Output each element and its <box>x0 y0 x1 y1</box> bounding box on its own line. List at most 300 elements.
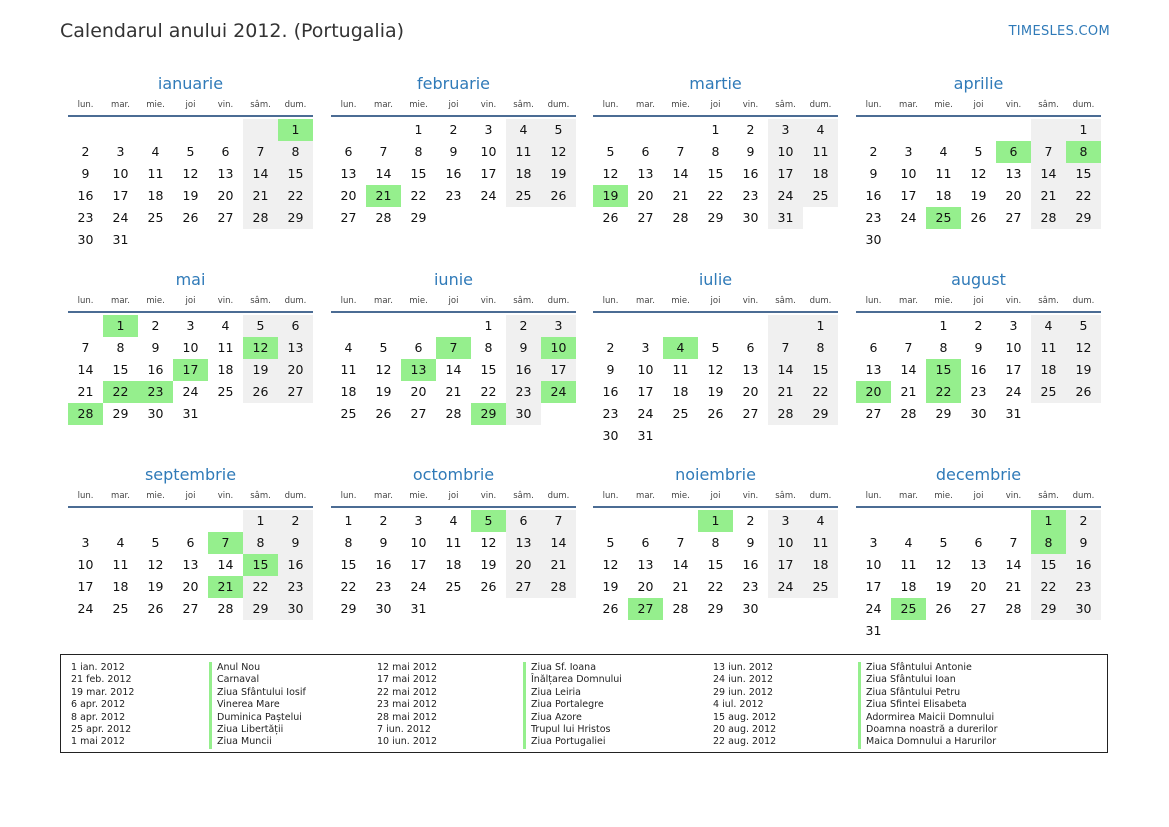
holiday-name: Ziua Sfântului Antonie <box>858 662 997 674</box>
day-cell: 17 <box>637 384 654 399</box>
day-cell: 17 <box>768 554 803 576</box>
day-cell: 9 <box>278 532 313 554</box>
empty-day-cell <box>628 119 663 141</box>
weekday-label: dum. <box>809 296 832 306</box>
day-cell: 22 <box>707 579 724 594</box>
weekday-label: dum. <box>547 296 570 306</box>
day-cell: 20 <box>637 579 654 594</box>
day-cell: 1 <box>711 122 720 137</box>
day-cell: 1 <box>414 122 423 137</box>
day-cell: 21 <box>445 384 462 399</box>
day-cell: 5 <box>606 535 615 550</box>
weekday-header <box>331 97 576 113</box>
day-cell: 17 <box>865 579 882 594</box>
empty-day-cell <box>628 315 663 337</box>
day-cell: 30 <box>375 601 392 616</box>
empty-day-cell <box>891 510 926 532</box>
day-cell: 26 <box>375 406 392 421</box>
day-cell: 17 <box>541 359 576 381</box>
empty-day-cell <box>243 403 278 425</box>
day-cell: 14 <box>672 557 689 572</box>
empty-day-cell <box>471 207 506 229</box>
holiday-day-cell: 12 <box>243 337 278 359</box>
weekday-header <box>68 97 313 113</box>
weekday-header <box>856 488 1101 504</box>
month-iunie <box>331 269 576 425</box>
holiday-date: 22 aug. 2012 <box>713 736 777 748</box>
day-cell: 18 <box>445 557 462 572</box>
day-cell: 11 <box>672 362 689 377</box>
day-cell: 24 <box>112 210 129 225</box>
day-cell: 1 <box>484 318 493 333</box>
day-cell: 31 <box>865 623 882 638</box>
day-cell: 3 <box>768 510 803 532</box>
day-cell: 29 <box>803 403 838 425</box>
empty-day-cell <box>891 315 926 337</box>
day-cell: 21 <box>768 381 803 403</box>
day-cell: 7 <box>1031 141 1066 163</box>
day-cell: 28 <box>1031 207 1066 229</box>
holiday-date: 10 iun. 2012 <box>377 736 438 748</box>
day-cell: 3 <box>768 119 803 141</box>
month-name: decembrie <box>935 465 1022 484</box>
day-cell: 14 <box>217 557 234 572</box>
day-cell: 11 <box>900 557 917 572</box>
weekday-label: vin. <box>480 491 497 501</box>
holiday-name-column <box>209 662 306 749</box>
day-cell: 17 <box>768 163 803 185</box>
weekday-label: mar. <box>899 491 918 501</box>
month-name: octombrie <box>412 465 495 484</box>
weekday-label: lun. <box>602 100 619 110</box>
day-cell: 21 <box>541 554 576 576</box>
weekday-label: mar. <box>111 491 130 501</box>
day-cell: 25 <box>445 579 462 594</box>
day-cell: 15 <box>410 166 427 181</box>
day-cell: 8 <box>116 340 125 355</box>
weekday-label: mar. <box>636 296 655 306</box>
day-cell: 16 <box>445 166 462 181</box>
weekday-label: joi <box>710 100 721 110</box>
weekday-label: vin. <box>742 100 759 110</box>
weekday-label: mie. <box>671 491 690 501</box>
holiday-date: 6 apr. 2012 <box>71 699 126 711</box>
weekday-label: dum. <box>1072 491 1095 501</box>
weekday-label: sâm. <box>775 100 796 110</box>
day-cell: 30 <box>742 210 759 225</box>
day-cell: 23 <box>506 381 541 403</box>
day-cell: 15 <box>278 163 313 185</box>
holiday-date: 25 apr. 2012 <box>71 724 132 736</box>
empty-day-cell <box>926 510 961 532</box>
empty-day-cell <box>541 598 576 620</box>
weekday-label: mie. <box>409 491 428 501</box>
day-cell: 12 <box>602 557 619 572</box>
holiday-day-cell: 21 <box>366 185 401 207</box>
day-cell: 30 <box>278 598 313 620</box>
day-cell: 12 <box>541 141 576 163</box>
holiday-date: 29 iun. 2012 <box>713 686 774 698</box>
weekday-header <box>68 293 313 309</box>
day-cell: 25 <box>803 576 838 598</box>
day-cell: 27 <box>637 210 654 225</box>
day-cell: 17 <box>112 188 129 203</box>
empty-day-cell <box>698 315 733 337</box>
month-name: februarie <box>416 74 491 93</box>
day-cell: 12 <box>480 535 497 550</box>
weekday-label: dum. <box>1072 296 1095 306</box>
day-cell: 22 <box>803 381 838 403</box>
weekday-label: sâm. <box>1038 100 1059 110</box>
header-rule <box>68 506 313 508</box>
empty-day-cell <box>541 207 576 229</box>
weekday-label: mar. <box>111 296 130 306</box>
day-cell: 29 <box>1031 598 1066 620</box>
day-cell: 6 <box>506 510 541 532</box>
day-cell: 20 <box>217 188 234 203</box>
weekday-label: sâm. <box>775 296 796 306</box>
holiday-name: Ziua Portugaliei <box>523 736 622 748</box>
site-link[interactable]: TIMESLES.COM <box>1008 24 1110 39</box>
holiday-name: Ziua Sfântului Ioan <box>858 674 997 686</box>
day-cell: 1 <box>1066 119 1101 141</box>
holiday-day-cell: 8 <box>1066 141 1101 163</box>
empty-day-cell <box>891 620 926 642</box>
day-cell: 17 <box>1005 362 1022 377</box>
day-cell: 29 <box>935 406 952 421</box>
day-cell: 30 <box>602 428 619 443</box>
empty-day-cell <box>138 229 173 251</box>
empty-day-cell <box>401 315 436 337</box>
day-cell: 12 <box>147 557 164 572</box>
day-cell: 15 <box>1066 163 1101 185</box>
holiday-day-cell: 19 <box>593 185 628 207</box>
holiday-date: 1 ian. 2012 <box>71 662 125 673</box>
empty-day-cell <box>471 598 506 620</box>
day-cell: 30 <box>147 406 164 421</box>
weekday-label: lun. <box>77 296 94 306</box>
holiday-name: Adormirea Maicii Domnului <box>858 712 997 724</box>
day-cell: 22 <box>480 384 497 399</box>
day-cell: 4 <box>506 119 541 141</box>
day-cell: 7 <box>676 144 685 159</box>
day-cell: 23 <box>278 576 313 598</box>
holiday-day-cell: 1 <box>103 315 138 337</box>
day-cell: 19 <box>970 188 987 203</box>
holiday-day-cell: 28 <box>68 403 103 425</box>
day-cell: 18 <box>900 579 917 594</box>
day-cell: 12 <box>707 362 724 377</box>
day-cell: 31 <box>768 207 803 229</box>
weekday-label: mar. <box>111 100 130 110</box>
empty-day-cell <box>961 510 996 532</box>
empty-day-cell <box>68 315 103 337</box>
weekday-label: lun. <box>865 100 882 110</box>
empty-day-cell <box>926 119 961 141</box>
day-cell: 11 <box>147 166 164 181</box>
day-cell: 28 <box>672 210 689 225</box>
day-cell: 5 <box>186 144 195 159</box>
day-cell: 23 <box>742 188 759 203</box>
holiday-name: Ziua Azore <box>523 712 622 724</box>
day-cell: 7 <box>243 141 278 163</box>
day-cell: 18 <box>803 163 838 185</box>
holiday-name: Ziua Portalegre <box>523 699 622 711</box>
day-cell: 27 <box>217 210 234 225</box>
day-cell: 25 <box>672 406 689 421</box>
day-cell: 9 <box>449 144 458 159</box>
day-cell: 18 <box>147 188 164 203</box>
day-cell: 3 <box>1009 318 1018 333</box>
holiday-day-cell: 8 <box>1031 532 1066 554</box>
month-name: aprilie <box>953 74 1004 93</box>
empty-day-cell <box>278 229 313 251</box>
weekday-label: sâm. <box>513 491 534 501</box>
empty-day-cell <box>803 207 838 229</box>
holiday-date: 28 mai 2012 <box>377 711 438 723</box>
day-cell: 26 <box>541 185 576 207</box>
day-cell: 7 <box>81 340 90 355</box>
weekday-label: sâm. <box>250 100 271 110</box>
weekday-label: joi <box>185 491 196 501</box>
day-cell: 14 <box>375 166 392 181</box>
month-noiembrie <box>593 464 838 620</box>
weekday-header <box>856 97 1101 113</box>
day-grid <box>68 119 313 251</box>
empty-day-cell <box>243 229 278 251</box>
day-cell: 3 <box>904 144 913 159</box>
holiday-date-column <box>713 662 776 749</box>
day-cell: 16 <box>278 554 313 576</box>
header-rule <box>856 506 1101 508</box>
day-cell: 3 <box>81 535 90 550</box>
day-cell: 9 <box>606 362 615 377</box>
holiday-date: 15 aug. 2012 <box>713 711 777 723</box>
holiday-day-cell: 17 <box>173 359 208 381</box>
day-cell: 26 <box>707 406 724 421</box>
day-cell: 10 <box>480 144 497 159</box>
day-cell: 11 <box>1031 337 1066 359</box>
day-cell: 10 <box>865 557 882 572</box>
day-cell: 23 <box>77 210 94 225</box>
empty-day-cell <box>856 510 891 532</box>
day-cell: 26 <box>243 381 278 403</box>
holiday-day-cell: 27 <box>628 598 663 620</box>
day-cell: 12 <box>602 166 619 181</box>
empty-day-cell <box>961 229 996 251</box>
day-cell: 2 <box>746 513 755 528</box>
day-grid <box>331 119 576 229</box>
day-cell: 23 <box>1066 576 1101 598</box>
day-cell: 14 <box>243 163 278 185</box>
month-name: iunie <box>433 270 473 289</box>
day-cell: 7 <box>541 510 576 532</box>
weekday-label: dum. <box>284 296 307 306</box>
day-cell: 7 <box>379 144 388 159</box>
day-cell: 24 <box>637 406 654 421</box>
day-cell: 8 <box>414 144 423 159</box>
day-cell: 26 <box>480 579 497 594</box>
weekday-label: dum. <box>1072 100 1095 110</box>
weekday-label: mie. <box>671 296 690 306</box>
day-cell: 26 <box>182 210 199 225</box>
weekday-label: vin. <box>217 296 234 306</box>
holiday-date: 19 mar. 2012 <box>71 686 135 698</box>
day-cell: 10 <box>77 557 94 572</box>
day-cell: 24 <box>768 576 803 598</box>
day-cell: 28 <box>243 207 278 229</box>
weekday-label: vin. <box>217 491 234 501</box>
day-cell: 14 <box>77 362 94 377</box>
empty-day-cell <box>278 403 313 425</box>
day-cell: 21 <box>1031 185 1066 207</box>
day-cell: 23 <box>602 406 619 421</box>
day-cell: 16 <box>742 557 759 572</box>
weekday-label: sâm. <box>1038 491 1059 501</box>
day-cell: 18 <box>935 188 952 203</box>
day-cell: 25 <box>112 601 129 616</box>
weekday-label: vin. <box>480 296 497 306</box>
day-cell: 23 <box>865 210 882 225</box>
empty-day-cell <box>173 510 208 532</box>
day-cell: 19 <box>182 188 199 203</box>
day-cell: 27 <box>182 601 199 616</box>
day-cell: 16 <box>506 359 541 381</box>
empty-day-cell <box>1066 229 1101 251</box>
day-cell: 22 <box>340 579 357 594</box>
day-cell: 25 <box>803 185 838 207</box>
weekday-label: mie. <box>146 296 165 306</box>
holiday-day-cell: 22 <box>103 381 138 403</box>
weekday-label: vin. <box>217 100 234 110</box>
weekday-label: dum. <box>284 100 307 110</box>
day-cell: 20 <box>506 554 541 576</box>
day-cell: 28 <box>1005 601 1022 616</box>
day-cell: 11 <box>935 166 952 181</box>
day-cell: 22 <box>410 188 427 203</box>
day-cell: 21 <box>672 188 689 203</box>
weekday-label: joi <box>710 296 721 306</box>
month-ianuarie <box>68 73 313 251</box>
day-cell: 10 <box>410 535 427 550</box>
weekday-label: dum. <box>809 491 832 501</box>
day-cell: 7 <box>768 337 803 359</box>
day-cell: 4 <box>904 535 913 550</box>
holiday-day-cell: 21 <box>208 576 243 598</box>
day-cell: 25 <box>1031 381 1066 403</box>
day-cell: 7 <box>676 535 685 550</box>
day-cell: 9 <box>151 340 160 355</box>
day-cell: 19 <box>1066 359 1101 381</box>
day-cell: 27 <box>506 576 541 598</box>
day-cell: 11 <box>803 532 838 554</box>
empty-day-cell <box>331 315 366 337</box>
empty-day-cell <box>926 620 961 642</box>
day-cell: 13 <box>278 337 313 359</box>
day-grid <box>331 315 576 425</box>
holiday-day-cell: 25 <box>891 598 926 620</box>
empty-day-cell <box>768 598 803 620</box>
weekday-label: vin. <box>1005 100 1022 110</box>
day-cell: 20 <box>742 384 759 399</box>
day-cell: 23 <box>375 579 392 594</box>
header-rule <box>331 311 576 313</box>
day-cell: 20 <box>278 359 313 381</box>
day-cell: 16 <box>147 362 164 377</box>
empty-day-cell <box>768 315 803 337</box>
weekday-label: joi <box>185 100 196 110</box>
day-grid <box>856 510 1101 642</box>
empty-day-cell <box>1031 403 1066 425</box>
day-cell: 8 <box>278 141 313 163</box>
holiday-day-cell: 23 <box>138 381 173 403</box>
day-cell: 18 <box>506 163 541 185</box>
weekday-label: mar. <box>899 296 918 306</box>
day-cell: 12 <box>1066 337 1101 359</box>
day-cell: 11 <box>112 557 129 572</box>
header-rule <box>68 311 313 313</box>
day-cell: 9 <box>746 144 755 159</box>
day-cell: 30 <box>1066 598 1101 620</box>
day-cell: 6 <box>641 144 650 159</box>
holiday-day-cell: 1 <box>278 119 313 141</box>
empty-day-cell <box>961 620 996 642</box>
day-cell: 14 <box>1005 557 1022 572</box>
day-cell: 31 <box>637 428 654 443</box>
day-cell: 19 <box>935 579 952 594</box>
day-cell: 8 <box>803 337 838 359</box>
day-cell: 2 <box>746 122 755 137</box>
weekday-label: dum. <box>547 491 570 501</box>
empty-day-cell <box>1031 119 1066 141</box>
day-grid <box>68 510 313 620</box>
day-cell: 16 <box>77 188 94 203</box>
month-aprilie <box>856 73 1101 251</box>
day-cell: 1 <box>939 318 948 333</box>
day-cell: 16 <box>970 362 987 377</box>
weekday-label: sâm. <box>1038 296 1059 306</box>
day-cell: 25 <box>506 185 541 207</box>
header-rule <box>331 115 576 117</box>
day-cell: 19 <box>602 579 619 594</box>
day-cell: 30 <box>77 232 94 247</box>
day-cell: 15 <box>112 362 129 377</box>
day-cell: 21 <box>900 384 917 399</box>
day-cell: 27 <box>278 381 313 403</box>
month-name: august <box>951 270 1006 289</box>
weekday-label: lun. <box>340 100 357 110</box>
month-iulie <box>593 269 838 447</box>
day-cell: 24 <box>768 185 803 207</box>
holiday-date: 1 mai 2012 <box>71 736 125 748</box>
holiday-name: Înălțarea Domnului <box>523 674 622 686</box>
day-cell: 6 <box>344 144 353 159</box>
day-cell: 29 <box>707 601 724 616</box>
day-grid <box>593 510 838 620</box>
day-cell: 19 <box>480 557 497 572</box>
empty-day-cell <box>663 510 698 532</box>
day-cell: 4 <box>151 144 160 159</box>
holiday-name-column <box>523 662 622 749</box>
day-cell: 8 <box>243 532 278 554</box>
empty-day-cell <box>961 119 996 141</box>
day-cell: 9 <box>81 166 90 181</box>
day-cell: 17 <box>77 579 94 594</box>
day-cell: 5 <box>151 535 160 550</box>
weekday-header <box>331 293 576 309</box>
weekday-label: vin. <box>742 296 759 306</box>
empty-day-cell <box>1031 620 1066 642</box>
